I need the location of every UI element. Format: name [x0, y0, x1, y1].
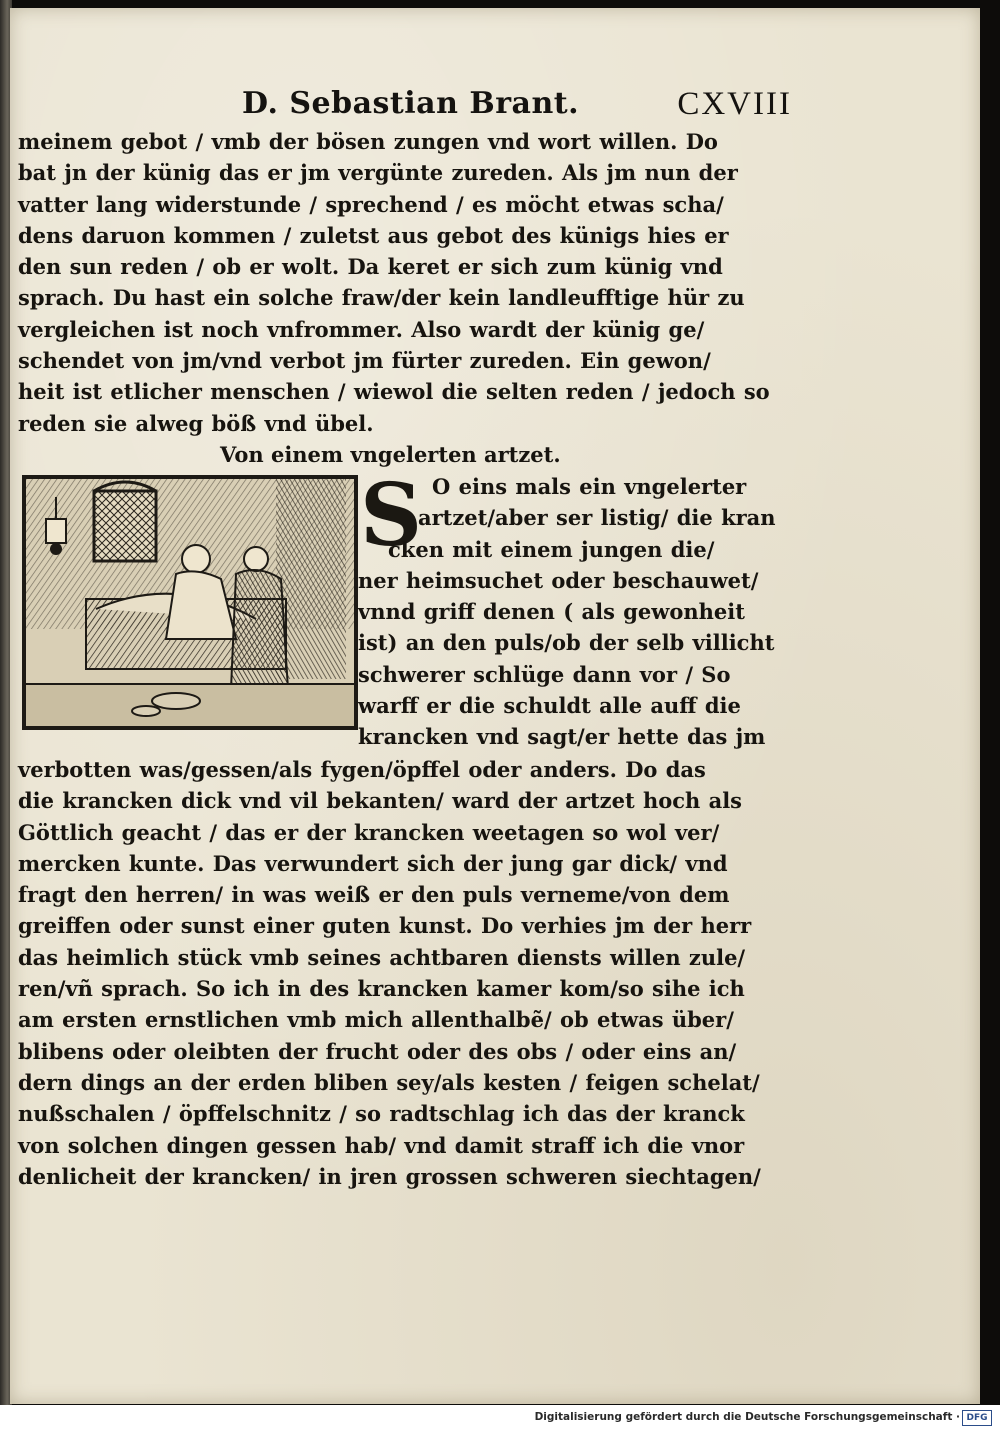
text-line: [358, 534, 808, 565]
line-text: krancken vnd sagt/er hette das jm: [358, 724, 766, 750]
text-line: [18, 848, 808, 879]
text-line: [18, 879, 808, 910]
line-text: das heimlich stück vmb seines achtbaren diensts willen zule/: [18, 944, 746, 970]
illustration-row: [18, 464, 808, 754]
line-text: O eins mals ein vngelerter: [432, 473, 747, 499]
line-text: warff er die schuldt alle auff die: [358, 693, 741, 719]
folio-number: CXVIII: [677, 86, 792, 122]
text-line: [358, 502, 808, 533]
text-block: [18, 126, 808, 1192]
line-text: vatter lang widerstunde / sprechend / es möcht etwas scha/: [18, 191, 724, 217]
line-text: die krancken dick vnd vil bekanten/ ward der artzet hoch als: [18, 788, 742, 814]
text-line: [358, 471, 808, 502]
text-line: [358, 690, 808, 721]
line-text: nußschalen / öpffelschnitz / so radtschlag ich das der kranck: [18, 1101, 745, 1127]
line-text: ist) an den puls/ob der selb villicht: [358, 630, 775, 656]
footer-bar: [0, 1405, 1000, 1430]
line-text: den sun reden / ob er wolt. Da keret er sich zum künig vnd: [18, 254, 723, 280]
line-text: dern dings an der erden bliben sey/als kesten / feigen schelat/: [18, 1069, 760, 1095]
line-text: schwerer schlüge dann vor / So: [358, 661, 731, 687]
text-line: [358, 659, 808, 690]
text-line: [18, 1067, 808, 1098]
book-page: [10, 8, 980, 1404]
woodcut-scene: [26, 479, 354, 726]
text-line: [18, 189, 808, 220]
text-line: [358, 627, 808, 658]
text-line: [18, 910, 808, 941]
text-line: [18, 1004, 808, 1035]
line-text: am ersten ernstlichen vmb mich allenthalbẽ/ ob etwas über/: [18, 1007, 734, 1033]
text-line: [18, 817, 808, 848]
funding-note: Digitalisierung gefördert durch die Deutsche Forschungsgemeinschaft ·: [534, 1411, 960, 1423]
line-text: dens daruon kommen / zuletst aus gebot des künigs hies er: [18, 222, 729, 248]
line-text: artzet/aber ser listig/ die kran: [418, 505, 776, 531]
line-text: fragt den herren/ in was weiß er den puls verneme/von dem: [18, 882, 730, 908]
text-line: [18, 408, 808, 439]
line-text: schendet von jm/vnd verbot jm fürter zureden. Ein gewon/: [18, 348, 711, 374]
line-text: bat jn der künig das er jm vergünte zureden. Als jm nun der: [18, 160, 738, 186]
text-line: [18, 157, 808, 188]
text-line: [358, 565, 808, 596]
line-text: von solchen dingen gessen hab/ vnd damit straff ich die vnor: [18, 1132, 745, 1158]
text-line: [18, 785, 808, 816]
running-head: D. Sebastian Brant.: [242, 86, 580, 121]
line-text: vnnd griff denen ( als gewonheit: [358, 599, 745, 625]
line-text: heit ist etlicher menschen / wiewol die selten reden / jedoch so: [18, 379, 770, 405]
woodcut-illustration: [22, 475, 358, 730]
line-text: mercken kunte. Das verwundert sich der jung gar dick/ vnd: [18, 850, 728, 876]
line-text: sprach. Du hast ein solche fraw/der kein landleufftige hür zu: [18, 285, 745, 311]
line-text: vergleichen ist noch vnfrommer. Also wardt der künig ge/: [18, 316, 705, 342]
text-line: [18, 973, 808, 1004]
section-heading: Von einem vngelerten artzet.: [220, 441, 561, 467]
text-line: [18, 220, 808, 251]
text-line: [358, 596, 808, 627]
paragraph-bottom: [18, 754, 808, 1192]
line-text: denlicheit der krancken/ in jren grossen schweren siechtagen/: [18, 1163, 761, 1189]
paragraph-top: [18, 126, 808, 439]
paragraph-beside-image: [358, 464, 808, 753]
text-line: [18, 1036, 808, 1067]
text-line: [18, 1161, 808, 1192]
text-line: [358, 721, 808, 752]
text-line: [18, 1098, 808, 1129]
text-line: [18, 126, 808, 157]
text-line: [18, 314, 808, 345]
initial-letter: S: [360, 464, 423, 566]
line-text: meinem gebot / vmb der bösen zungen vnd wort willen. Do: [18, 129, 718, 154]
text-line: [18, 345, 808, 376]
line-text: ner heimsuchet oder beschauwet/: [358, 567, 759, 593]
line-text: ren/vñ sprach. So ich in des krancken kamer kom/so sihe ich: [18, 976, 745, 1002]
line-text: Göttlich geacht / das er der krancken weetagen so wol ver/: [18, 819, 720, 845]
line-text: cken mit einem jungen die/: [388, 536, 715, 562]
page-header: [10, 86, 980, 126]
text-line: [18, 942, 808, 973]
line-text: blibens oder oleibten der frucht oder des obs / oder eins an/: [18, 1038, 737, 1064]
text-line: [18, 282, 808, 313]
line-text: verbotten was/gessen/als fygen/öpffel oder anders. Do das: [18, 756, 706, 782]
text-line: [18, 251, 808, 282]
text-line: [18, 1130, 808, 1161]
line-text: reden sie alweg böß vnd übel.: [18, 410, 374, 436]
text-line: [18, 376, 808, 407]
line-text: greiffen oder sunst einer guten kunst. Do verhies jm der herr: [18, 913, 752, 939]
text-line: [18, 754, 808, 785]
dfg-logo-icon: DFG: [962, 1410, 992, 1426]
